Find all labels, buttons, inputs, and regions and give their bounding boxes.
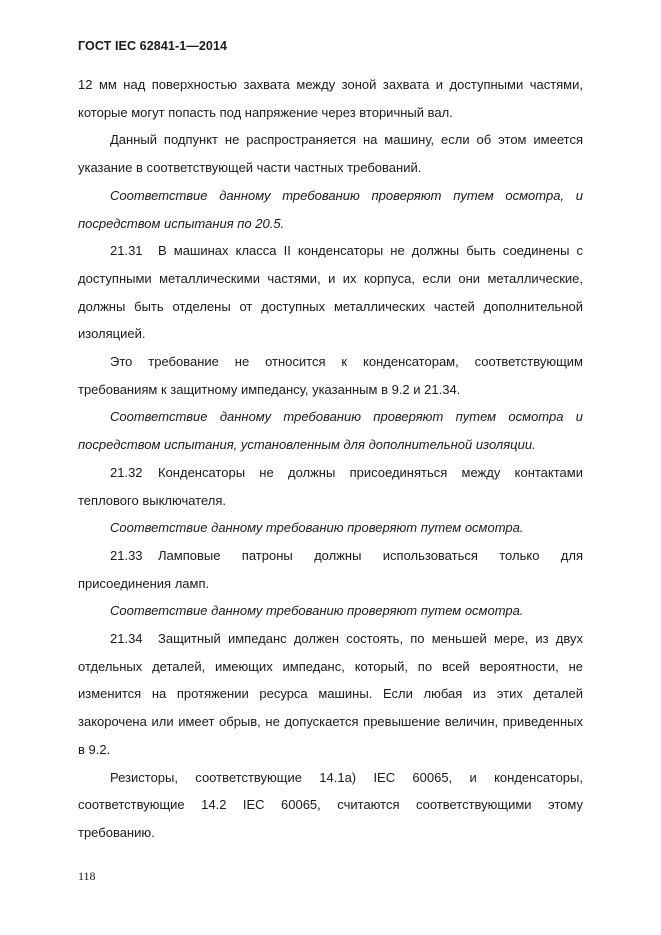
paragraph-compliance-check: Соответствие данному требованию проверяют путем осмотра и посредством испытания, установленным для дополнительной изоляции.: [78, 409, 583, 453]
clause-number: 21.31: [110, 243, 143, 259]
clause-21-34: [78, 625, 583, 764]
paragraph-resistors-capacitors: Резисторы, соответствующие 14.1a) IEC 60065, и конденсаторы, соответствующие 14.2 IEC 60065, считаются соответствующими этому требованию.: [78, 769, 583, 840]
paragraph-compliance-check: Соответствие данному требованию проверяют путем осмотра.: [110, 520, 524, 536]
page-number: 118: [78, 869, 96, 883]
paragraph-exception: Это требование не относится к конденсаторам, соответствующим требованиям к защитному импедансу, указанным в 9.2 и 21.34.: [78, 354, 583, 397]
clause-21-31: [78, 237, 583, 348]
document-header: ГОСТ IEC 62841-1—2014: [78, 39, 228, 53]
paragraph-compliance-check: Соответствие данному требованию проверяют путем осмотра.: [110, 603, 524, 619]
paragraph-continuation: 12 мм над поверхностью захвата между зоной захвата и доступными частями, которые могут попасть под напряжение через вторичный вал.: [78, 77, 583, 120]
paragraph-compliance-check: Соответствие данному требованию проверяют путем осмотра, и посредством испытания по 20.5.: [78, 187, 583, 231]
paragraph-scope-note: Данный подпункт не распространяется на машину, если об этом имеется указание в соответствующей части частных требований.: [78, 132, 583, 176]
clause-21-32: [78, 459, 583, 514]
document-body: [78, 71, 583, 847]
clause-number: 21.33: [110, 547, 143, 563]
clause-text: Конденсаторы не должны присоединяться между контактами теплового выключателя.: [78, 464, 583, 508]
clause-text: Защитный импеданс должен состоять, по меньшей мере, из двух отдельных деталей, имеющих импеданс, который, по всей вероятности, не изменится на протяжении ресурса машины. Если любая из этих деталей закорочена или имеет обрыв, не допускается превышение величин, приведенных в 9.2.: [78, 631, 583, 757]
clause-text: Ламповые патроны должны использоваться только для присоединения ламп.: [78, 547, 583, 591]
clause-text: В машинах класса II конденсаторы не должны быть соединены с доступными металлическими частями, и их корпуса, если они металлические, должны быть отделены от доступных металлических частей дополнительной изоляцией.: [78, 243, 583, 342]
clause-number: 21.34: [110, 631, 143, 647]
clause-21-33: [78, 542, 583, 597]
clause-number: 21.32: [110, 464, 143, 480]
